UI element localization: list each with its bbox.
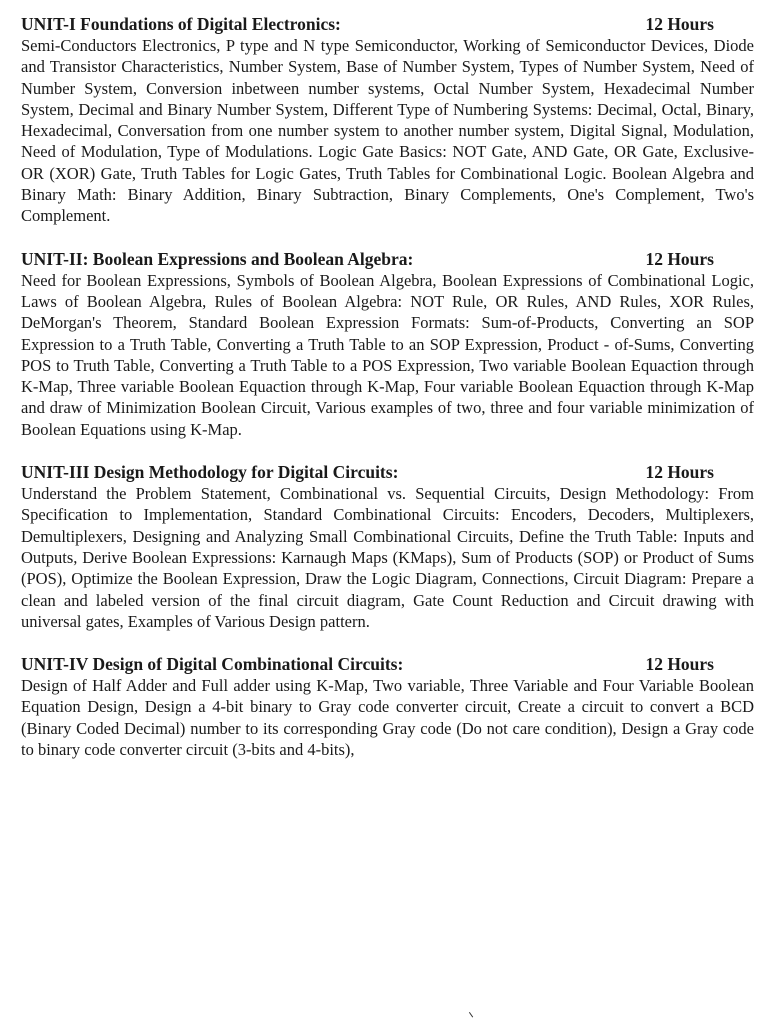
unit-1-hours: 12 Hours: [645, 14, 714, 34]
unit-3-hours: 12 Hours: [645, 462, 714, 483]
unit-4-body: Design of Half Adder and Full adder using K-Map, Two variable, Three Variable and Four Variable Boolean Equation Design, Design a 4-bit binary to Gray code converter circuit, Create a circuit to convert a BCD (Binary Coded Decimal) number to its corresponding Gray code (Do not care condition), Design a Gray code to binary code converter circuit (3-bits and 4-bits),: [21, 676, 754, 760]
unit-2-hours: 12 Hours: [645, 248, 714, 269]
unit-2-body: Need for Boolean Expressions, Symbols of Boolean Algebra, Boolean Expressions of Combinational Logic, Laws of Boolean Algebra, Rules of Boolean Algebra: NOT Rule, OR Rules, AND Rules, XOR Rules, DeMorgan's Theorem, Standard Boolean Expression Formats: Sum-of-Products, Converting an SOP Expression to a Truth Table, Converting a Truth Table to an SOP Expression, Product - of-Sums, Converting POS to Truth Table, Converting a Truth Table to a POS Expression, Two variable Boolean Equaction through K-Map, Three variable Boolean Equaction through K-Map, Four variable Boolean Equaction through K-Map and draw of Minimization Boolean Circuit, Various examples of two, three and four variable minimization of Boolean Equations using K-Map.: [21, 270, 754, 439]
unit-4-title: UNIT-IV Design of Digital Combinational Circuits:: [21, 654, 404, 675]
stray-pen-mark: [469, 1009, 478, 1018]
unit-4-hours: 12 Hours: [645, 654, 714, 675]
unit-2-title: UNIT-II: Boolean Expressions and Boolean Algebra:: [21, 248, 414, 269]
unit-1-title: UNIT-I Foundations of Digital Electronics:: [21, 14, 341, 34]
unit-4-heading: [21, 654, 754, 675]
unit-1-section: [21, 14, 754, 227]
unit-2-heading: [21, 249, 754, 270]
unit-3-heading: [21, 462, 754, 483]
unit-1-heading: [21, 14, 754, 35]
unit-1-body: Semi-Conductors Electronics, P type and N type Semiconductor, Working of Semiconductor Devices, Diode and Transistor Characteristics, Number System, Base of Number System, Types of Number System, Need of Number System, Conversion inbetween number systems, Octal Number System, Hexadecimal Number System, Decimal and Binary Number System, Different Type of Numbering Systems: Decimal, Octal, Binary, Hexadecimal, Conversation from one number system to another number system, Digital Signal, Modulation, Need of Modulation, Type of Modulations. Logic Gate Basics: NOT Gate, AND Gate, OR Gate, Exclusive-OR (XOR) Gate, Truth Tables for Logic Gates, Truth Tables for Combinational Logic. Boolean Algebra and Binary Math: Binary Addition, Binary Subtraction, Binary Complements, One's Complement, Two's Complement.: [21, 36, 754, 226]
unit-3-section: [21, 462, 754, 632]
unit-4-section: [21, 654, 754, 760]
unit-3-title: UNIT-III Design Methodology for Digital Circuits:: [21, 462, 399, 483]
unit-3-body: Understand the Problem Statement, Combinational vs. Sequential Circuits, Design Methodology: From Specification to Implementation, Standard Combinational Circuits: Encoders, Decoders, Multiplexers, Demultiplexers, Designing and Analyzing Small Combinational Circuits, Define the Truth Table: Inputs and Outputs, Derive Boolean Expressions: Karnaugh Maps (KMaps), Sum of Products (SOP) or Product of Sums (POS), Optimize the Boolean Expression, Draw the Logic Diagram, Connections, Circuit Diagram: Prepare a clean and labeled version of the final circuit diagram, Gate Count Reduction and Circuit drawing with universal gates, Examples of Various Design pattern.: [21, 484, 754, 631]
unit-2-section: [21, 249, 754, 440]
